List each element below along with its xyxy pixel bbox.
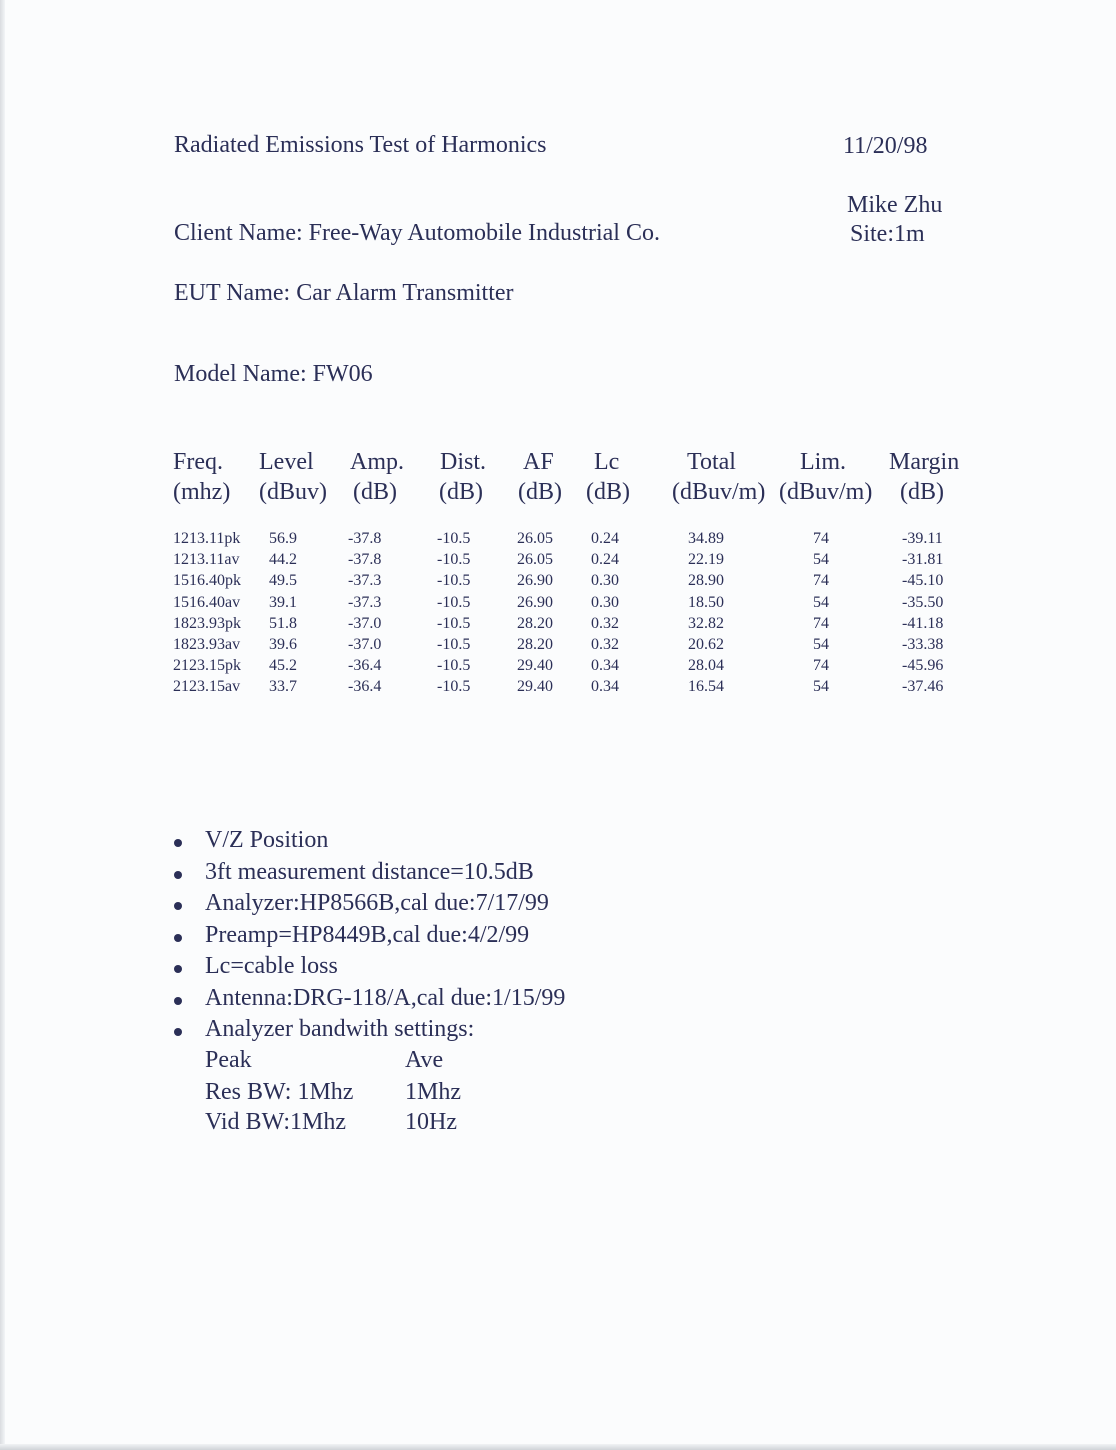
- cell-amp: -37.8: [348, 551, 382, 569]
- cell-amp: -37.3: [348, 572, 382, 590]
- cell-margin: -39.11: [902, 530, 943, 547]
- col-unit-freq: (mhz): [173, 479, 231, 505]
- cell-dist: -10.5: [437, 636, 471, 653]
- cell-margin: -41.18: [902, 614, 944, 632]
- cell-total: 34.89: [688, 530, 724, 547]
- cell-freq: 1516.40av: [173, 593, 241, 611]
- cell-total: 32.82: [688, 614, 724, 632]
- bandwidth-vid-ave: 10Hz: [405, 1109, 457, 1135]
- cell-limit: 54: [813, 636, 829, 653]
- cell-limit: 54: [813, 551, 829, 569]
- bullet-icon: [174, 934, 182, 942]
- cell-level: 49.5: [269, 572, 297, 590]
- cell-dist: -10.5: [437, 593, 471, 611]
- cell-total: 22.19: [688, 551, 724, 569]
- cell-freq: 2123.15av: [173, 678, 241, 696]
- cell-freq: 2123.15pk: [173, 657, 241, 675]
- cell-af: 26.90: [517, 593, 553, 611]
- cell-level: 33.7: [269, 678, 297, 696]
- report-date: 11/20/98: [843, 133, 928, 159]
- model-name: Model Name: FW06: [174, 361, 373, 387]
- cell-af: 26.05: [517, 530, 553, 547]
- cell-margin: -45.96: [902, 657, 944, 675]
- note-item: Analyzer bandwith settings:: [205, 1016, 475, 1042]
- col-header-af: AF: [523, 449, 554, 475]
- cell-lc: 0.30: [591, 572, 619, 590]
- cell-freq: 1213.11pk: [173, 530, 241, 547]
- cell-freq: 1213.11av: [173, 551, 240, 569]
- test-site: Site:1m: [850, 221, 925, 247]
- cell-total: 16.54: [688, 678, 724, 696]
- bandwidth-vid-label: Vid BW:1Mhz: [205, 1109, 346, 1135]
- cell-af: 28.20: [517, 636, 553, 653]
- cell-level: 45.2: [269, 657, 297, 675]
- cell-dist: -10.5: [437, 572, 471, 590]
- col-unit-af: (dB): [518, 479, 562, 505]
- cell-freq: 1516.40pk: [173, 572, 241, 590]
- col-unit-total: (dBuv/m): [672, 479, 766, 505]
- bullet-icon: [174, 871, 182, 879]
- note-item: Lc=cable loss: [205, 953, 338, 979]
- cell-margin: -31.81: [902, 551, 944, 569]
- cell-dist: -10.5: [437, 678, 471, 696]
- col-header-level: Level: [259, 449, 314, 475]
- tester-name: Mike Zhu: [847, 192, 943, 218]
- cell-amp: -37.3: [348, 593, 382, 611]
- note-item: 3ft measurement distance=10.5dB: [205, 858, 534, 885]
- bandwidth-ave-label: Ave: [405, 1047, 444, 1073]
- cell-af: 26.90: [517, 572, 553, 590]
- col-unit-level: (dBuv): [259, 479, 327, 505]
- cell-lc: 0.32: [591, 636, 619, 653]
- cell-af: 29.40: [517, 657, 553, 675]
- col-header-lc: Lc: [594, 449, 620, 475]
- cell-level: 39.6: [269, 636, 297, 653]
- cell-freq: 1823.93pk: [173, 614, 241, 632]
- bullet-icon: [174, 839, 182, 847]
- bullet-icon: [174, 1028, 182, 1036]
- cell-total: 18.50: [688, 593, 724, 611]
- cell-level: 44.2: [269, 551, 297, 569]
- cell-margin: -35.50: [902, 593, 944, 611]
- col-unit-amp: (dB): [353, 479, 397, 505]
- eut-name: EUT Name: Car Alarm Transmitter: [174, 280, 514, 306]
- col-header-amp: Amp.: [350, 449, 404, 475]
- col-header-dist: Dist.: [440, 449, 487, 475]
- cell-dist: -10.5: [437, 657, 471, 675]
- cell-limit: 74: [813, 572, 829, 590]
- cell-amp: -37.0: [348, 636, 382, 653]
- cell-total: 20.62: [688, 636, 724, 653]
- col-unit-margin: (dB): [900, 479, 944, 505]
- bullet-icon: [174, 902, 182, 910]
- col-unit-dist: (dB): [439, 479, 483, 505]
- cell-limit: 74: [813, 530, 829, 547]
- cell-dist: -10.5: [437, 614, 471, 632]
- cell-amp: -37.8: [348, 530, 382, 547]
- page-edge: [0, 0, 5, 1450]
- cell-amp: -36.4: [348, 678, 382, 696]
- report-title: Radiated Emissions Test of Harmonics: [174, 132, 547, 158]
- cell-lc: 0.30: [591, 593, 619, 611]
- col-header-limit: Lim.: [800, 449, 846, 475]
- page-edge: [0, 1444, 1116, 1450]
- col-unit-limit: (dBuv/m): [779, 479, 873, 505]
- cell-dist: -10.5: [437, 551, 471, 569]
- cell-total: 28.90: [688, 572, 724, 590]
- col-unit-lc: (dB): [586, 479, 630, 505]
- cell-level: 51.8: [269, 614, 297, 632]
- cell-lc: 0.24: [591, 551, 619, 569]
- bandwidth-peak-label: Peak: [205, 1047, 252, 1073]
- cell-level: 56.9: [269, 530, 297, 547]
- cell-af: 26.05: [517, 551, 553, 569]
- cell-level: 39.1: [269, 593, 297, 611]
- cell-freq: 1823.93av: [173, 636, 241, 653]
- cell-lc: 0.34: [591, 657, 619, 675]
- cell-limit: 54: [813, 678, 829, 696]
- note-item: Preamp=HP8449B,cal due:4/2/99: [205, 921, 530, 948]
- cell-margin: -45.10: [902, 572, 944, 590]
- cell-lc: 0.34: [591, 678, 619, 696]
- note-item: V/Z Position: [205, 827, 329, 853]
- note-item: Analyzer:HP8566B,cal due:7/17/99: [205, 890, 549, 916]
- bandwidth-res-label: Res BW: 1Mhz: [205, 1079, 354, 1105]
- bandwidth-res-ave: 1Mhz: [405, 1079, 461, 1105]
- client-name: Client Name: Free-Way Automobile Industrial Co.: [174, 220, 660, 246]
- cell-total: 28.04: [688, 657, 724, 675]
- note-item: Antenna:DRG-118/A,cal due:1/15/99: [205, 984, 566, 1011]
- bullet-icon: [174, 997, 182, 1005]
- cell-limit: 54: [813, 593, 829, 611]
- cell-lc: 0.32: [591, 614, 619, 632]
- cell-dist: -10.5: [437, 530, 471, 547]
- col-header-total: Total: [687, 449, 736, 475]
- cell-limit: 74: [813, 614, 829, 632]
- cell-lc: 0.24: [591, 530, 619, 547]
- cell-margin: -33.38: [902, 636, 944, 653]
- cell-amp: -36.4: [348, 657, 382, 675]
- cell-margin: -37.46: [902, 678, 944, 696]
- cell-af: 28.20: [517, 614, 553, 632]
- col-header-margin: Margin: [889, 449, 960, 475]
- cell-limit: 74: [813, 657, 829, 675]
- col-header-freq: Freq.: [173, 449, 223, 475]
- bullet-icon: [174, 965, 182, 973]
- cell-amp: -37.0: [348, 614, 382, 632]
- cell-af: 29.40: [517, 678, 553, 696]
